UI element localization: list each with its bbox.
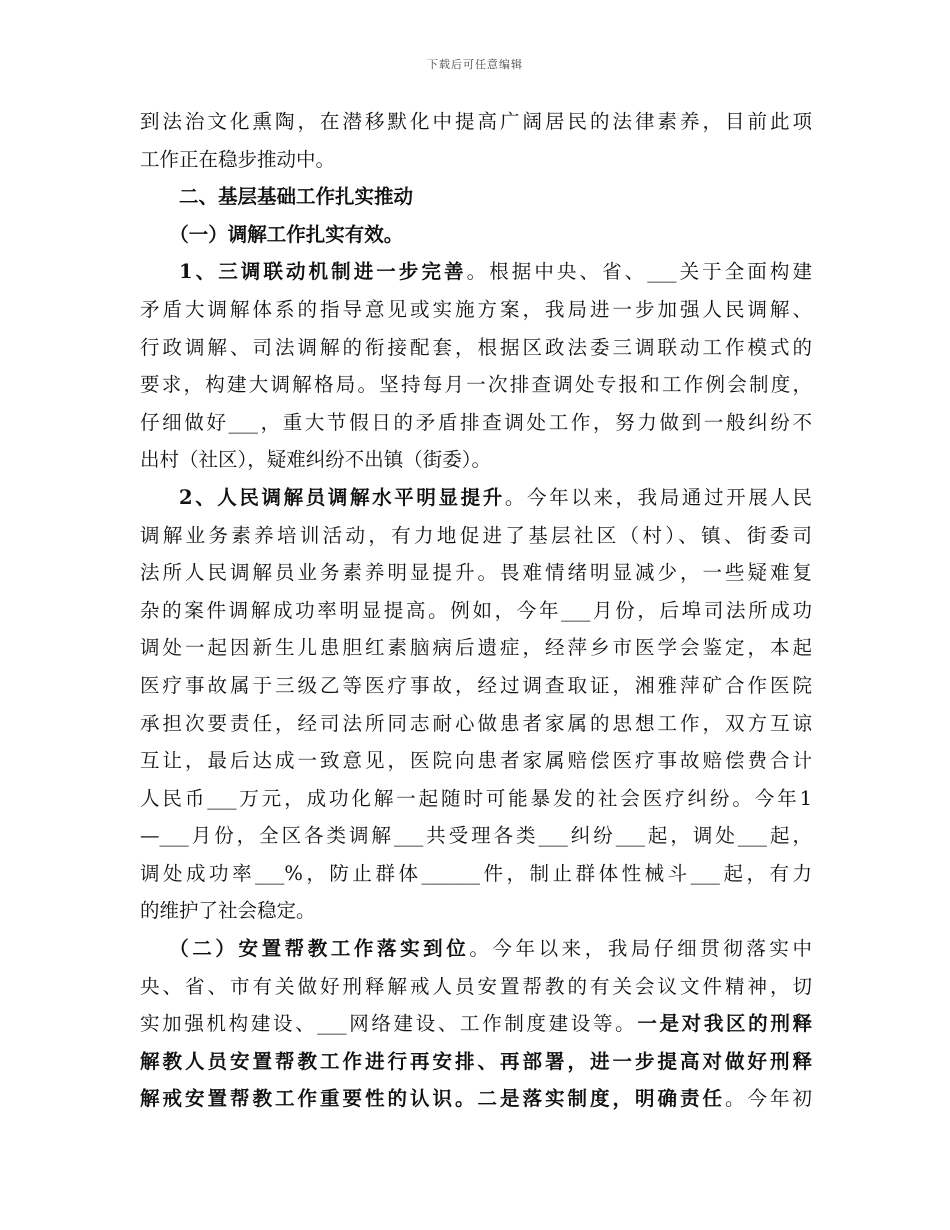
- text-segment: 调处一起因新生儿患胆红素脑病后遗症，经萍乡市医学会鉴定，本起: [140, 636, 812, 660]
- text-line: [140, 892, 812, 930]
- text-segment: 人民币___万元，成功化解一起随时可能暴发的社会医疗纠纷。今年1: [140, 786, 812, 810]
- text-segment: 要求，构建大调解格局。坚持每月一次排查调处专报和工作例会制度，: [140, 373, 812, 397]
- text-segment: 。根据中央、省、___关于全面构建: [466, 260, 812, 284]
- text-segment: 矛盾大调解体系的指导意见或实施方案，我局进一步加强人民调解、: [140, 297, 812, 321]
- bold-text-segment: 一是对我区的刑释: [637, 1012, 812, 1036]
- document-body: [140, 103, 812, 1118]
- text-segment: 行政调解、司法调解的衔接配套，根据区政法委三调联动工作模式的: [140, 335, 812, 359]
- text-segment: 央、省、市有关做好刑释解戒人员安置帮教的有关会议文件精神，切: [140, 974, 812, 998]
- text-line: [140, 554, 812, 592]
- text-line: [140, 253, 812, 291]
- text-line: [140, 629, 812, 667]
- text-line: [140, 329, 812, 367]
- text-segment: 承担次要责任，经司法所同志耐心做患者家属的思想工作，双方互谅: [140, 711, 812, 735]
- text-segment: 调处成功率___%，防止群体______件，制止群体性械斗___起，有力: [140, 861, 812, 885]
- bold-text-segment: （一）调解工作扎实有效。: [169, 222, 404, 246]
- text-line: [140, 291, 812, 329]
- text-segment: 出村（社区），疑难纠纷不出镇（街委）。: [140, 448, 492, 472]
- text-line: [140, 817, 812, 855]
- text-line: [140, 1080, 812, 1118]
- text-line: [140, 705, 812, 743]
- text-segment: 。今年以来，我局通过开展人民: [504, 485, 812, 509]
- text-segment: 杂的案件调解成功率明显提高。例如，今年___月份，后埠司法所成功: [140, 598, 812, 622]
- text-segment: 调解业务素养培训活动，有力地促进了基层社区（村）、镇、街委司: [140, 523, 812, 547]
- text-segment: 。今年初: [724, 1087, 812, 1111]
- text-line: [140, 404, 812, 442]
- text-segment: 。今年以来，我局仔细贯彻落实中: [469, 937, 812, 961]
- text-line: [140, 216, 812, 254]
- bold-text-segment: 解戒安置帮教工作重要性的认识。二是落实制度，明确责任: [140, 1087, 725, 1111]
- text-line: [140, 517, 812, 555]
- text-line: [140, 141, 812, 179]
- text-line: [140, 479, 812, 517]
- text-line: [140, 742, 812, 780]
- text-segment: —___月份，全区各类调解___共受理各类___纠纷___起，调处___起，: [140, 824, 812, 848]
- text-line: [140, 855, 812, 893]
- bold-text-segment: 二、基层基础工作扎实推动: [179, 185, 414, 209]
- text-line: [140, 930, 812, 968]
- text-line: [140, 178, 812, 216]
- text-line: [140, 1043, 812, 1081]
- text-line: [140, 1005, 812, 1043]
- text-segment: 仔细做好___，重大节假日的矛盾排查调处工作，努力做到一般纠纷不: [140, 410, 812, 434]
- bold-text-segment: 解教人员安置帮教工作进行再安排、再部署，进一步提高对做好刑释: [140, 1049, 812, 1073]
- text-line: [140, 968, 812, 1006]
- page-header-note: 下载后可任意编辑: [427, 58, 523, 71]
- text-line: [140, 667, 812, 705]
- text-line: [140, 103, 812, 141]
- text-line: [140, 780, 812, 818]
- text-segment: 互让，最后达成一致意见，医院向患者家属赔偿医疗事故赔偿费合计: [140, 749, 812, 773]
- text-line: [140, 592, 812, 630]
- bold-text-segment: （二）安置帮教工作落实到位: [169, 937, 470, 961]
- text-segment: 工作正在稳步推动中。: [140, 147, 336, 171]
- text-line: [140, 441, 812, 479]
- bold-text-segment: 1、三调联动机制进一步完善: [179, 260, 467, 284]
- text-line: [140, 366, 812, 404]
- bold-text-segment: 2、人民调解员调解水平明显提升: [179, 485, 505, 509]
- text-segment: 实加强机构建设、___网络建设、工作制度建设等。: [140, 1012, 638, 1036]
- text-segment: 的维护了社会稳定。: [140, 899, 316, 923]
- text-segment: 医疗事故属于三级乙等医疗事故，经过调查取证，湘雅萍矿合作医院: [140, 673, 812, 697]
- text-segment: 到法治文化熏陶，在潜移默化中提高广阔居民的法律素养，目前此项: [140, 110, 812, 133]
- text-segment: 法所人民调解员业务素养明显提升。畏难情绪明显减少，一些疑难复: [140, 561, 812, 585]
